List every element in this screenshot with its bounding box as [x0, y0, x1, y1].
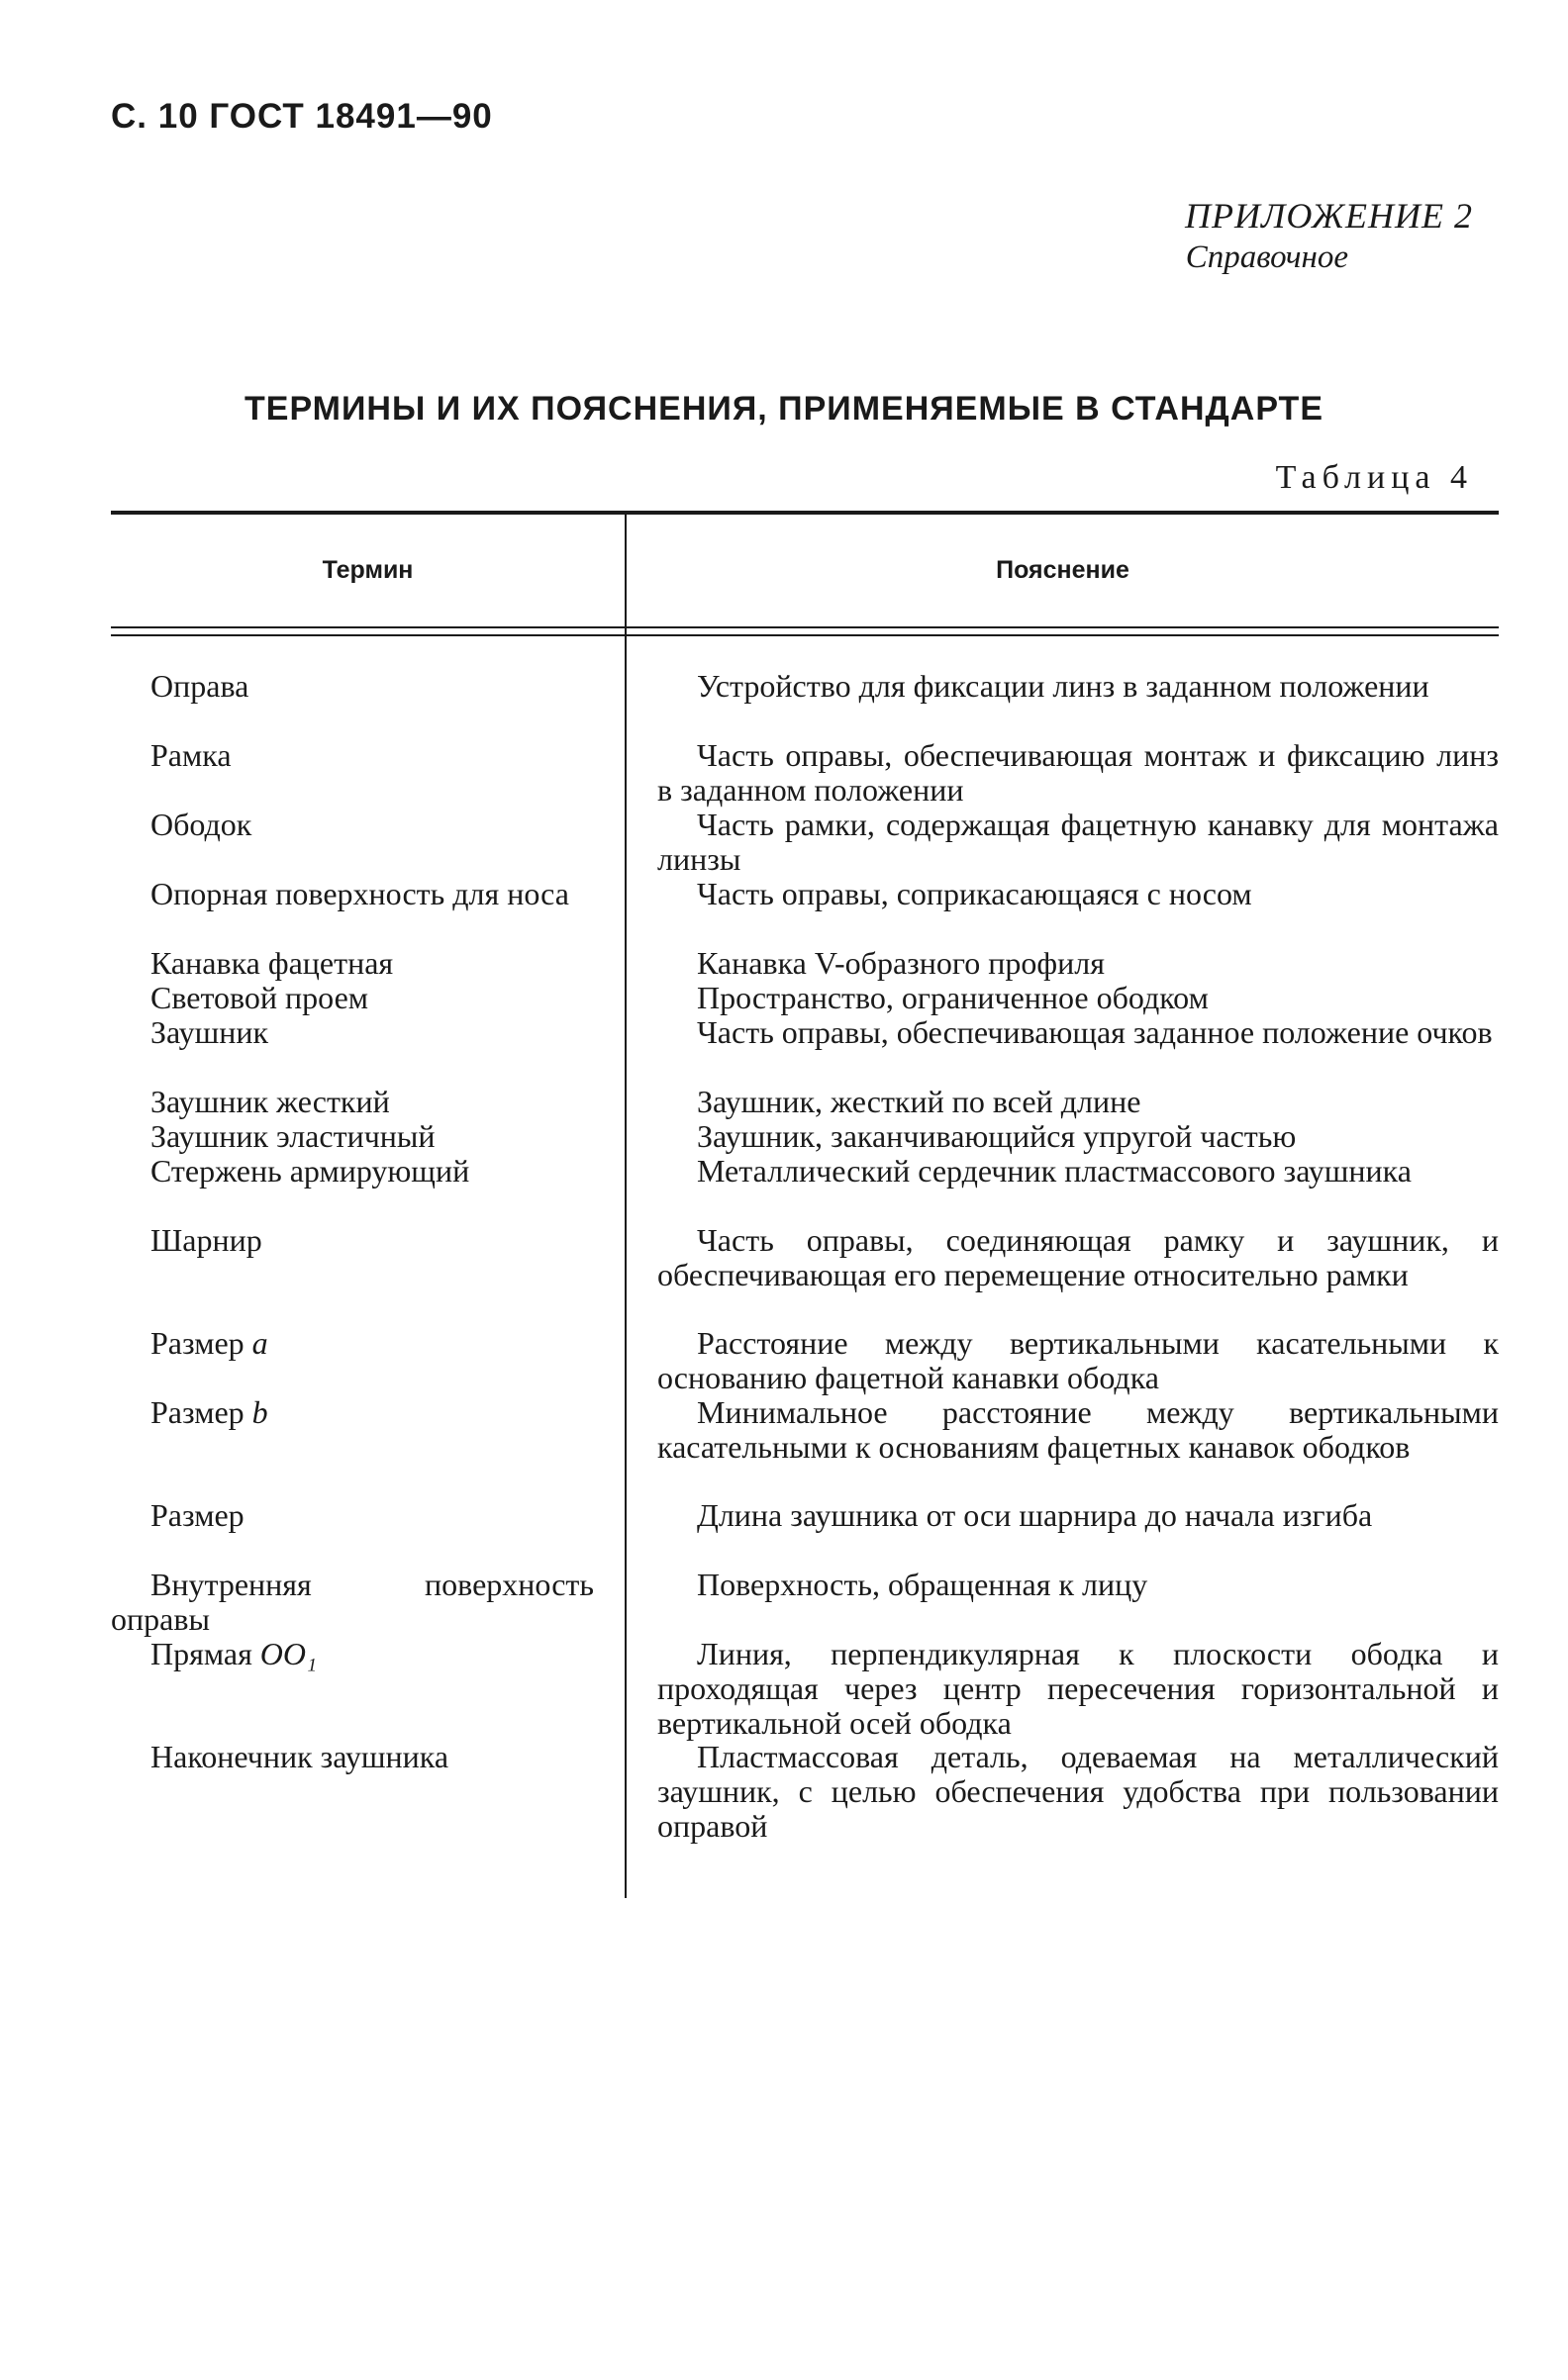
term-cell: Внутренняя поверхность оправы [111, 1567, 594, 1637]
table-label: Таблица 4 [1275, 459, 1473, 496]
term-cell: Опорная поверхность для носа [150, 876, 569, 911]
column-header-explanation: Пояснение [996, 556, 1129, 584]
term-cell: Рамка [150, 737, 232, 773]
term-cell: Канавка фацетная [150, 945, 394, 981]
term-cell: Шарнир [150, 1222, 262, 1258]
term-cell [111, 1637, 594, 1671]
term-symbol: OO₁ [259, 1636, 318, 1671]
term-prefix: Размер [150, 1325, 245, 1361]
term-cell: Размер [150, 1497, 245, 1533]
term-cell: Стержень армирующий [150, 1153, 470, 1189]
term-cell: Заушник жесткий [150, 1084, 390, 1119]
explanation-cell: Заушник, жесткий по всей длине [697, 1084, 1141, 1119]
term-cell: Заушник [150, 1014, 269, 1050]
term-cell: Ободок [150, 807, 252, 842]
term-prefix: Прямая [150, 1636, 252, 1671]
term-prefix: Размер [150, 1394, 245, 1430]
table-header-rule-double [111, 634, 1499, 636]
term-cell [111, 1326, 594, 1361]
explanation-cell: Линия, перпендикулярная к плоскости ободка и проходящая через центр пересечения горизонтальной и вертикальной осей ободка [657, 1636, 1499, 1741]
explanation-cell: Часть оправы, обеспечивающая монтаж и фиксацию линз в заданном положении [657, 737, 1499, 808]
explanation-cell: Пластмассовая деталь, одеваемая на металлический заушник, с целью обеспечения удобства при пользовании оправой [657, 1739, 1499, 1844]
appendix-label: ПРИЛОЖЕНИЕ 2 [1185, 196, 1473, 236]
explanation-cell: Пространство, ограниченное ободком [697, 980, 1209, 1015]
explanation-cell: Устройство для фиксации линз в заданном положении [697, 668, 1429, 704]
explanation-cell: Длина заушника от оси шарнира до начала изгиба [697, 1497, 1373, 1533]
term-cell: Наконечник заушника [150, 1739, 449, 1774]
term-cell: Заушник эластичный [150, 1118, 436, 1154]
term-cell: Оправа [150, 668, 249, 704]
table-header-rule [111, 626, 1499, 628]
table-top-rule [111, 511, 1499, 515]
column-header-term: Термин [322, 556, 414, 584]
explanation-cell: Часть оправы, соприкасающаяся с носом [697, 876, 1252, 911]
term-cell [111, 1395, 594, 1430]
explanation-cell: Минимальное расстояние между вертикальными касательными к основаниям фацетных канавок ободков [657, 1394, 1499, 1465]
explanation-cell: Металлический сердечник пластмассового заушника [697, 1153, 1412, 1189]
explanation-cell: Заушник, заканчивающийся упругой частью [697, 1118, 1297, 1154]
document-title: ТЕРМИНЫ И ИХ ПОЯСНЕНИЯ, ПРИМЕНЯЕМЫЕ В СТАНДАРТЕ [245, 390, 1323, 428]
explanation-cell: Поверхность, обращенная к лицу [697, 1567, 1148, 1602]
explanation-cell: Расстояние между вертикальными касательными к основанию фацетной канавки ободка [657, 1325, 1499, 1395]
explanation-cell: Часть оправы, соединяющая рамку и заушник, и обеспечивающая его перемещение относительно рамки [657, 1222, 1499, 1292]
table-column-divider [625, 515, 627, 1898]
term-cell: Световой проем [150, 980, 369, 1015]
explanation-cell: Часть рамки, содержащая фацетную канавку для монтажа линзы [657, 807, 1499, 877]
term-symbol: a [251, 1325, 268, 1361]
explanation-cell: Канавка V-образного профиля [697, 945, 1105, 981]
appendix-block [1185, 194, 1473, 277]
term-symbol: b [251, 1394, 268, 1430]
page-header: С. 10 ГОСТ 18491—90 [111, 97, 493, 136]
explanation-cell: Часть оправы, обеспечивающая заданное положение очков [697, 1014, 1493, 1050]
appendix-type: Справочное [1185, 239, 1348, 275]
